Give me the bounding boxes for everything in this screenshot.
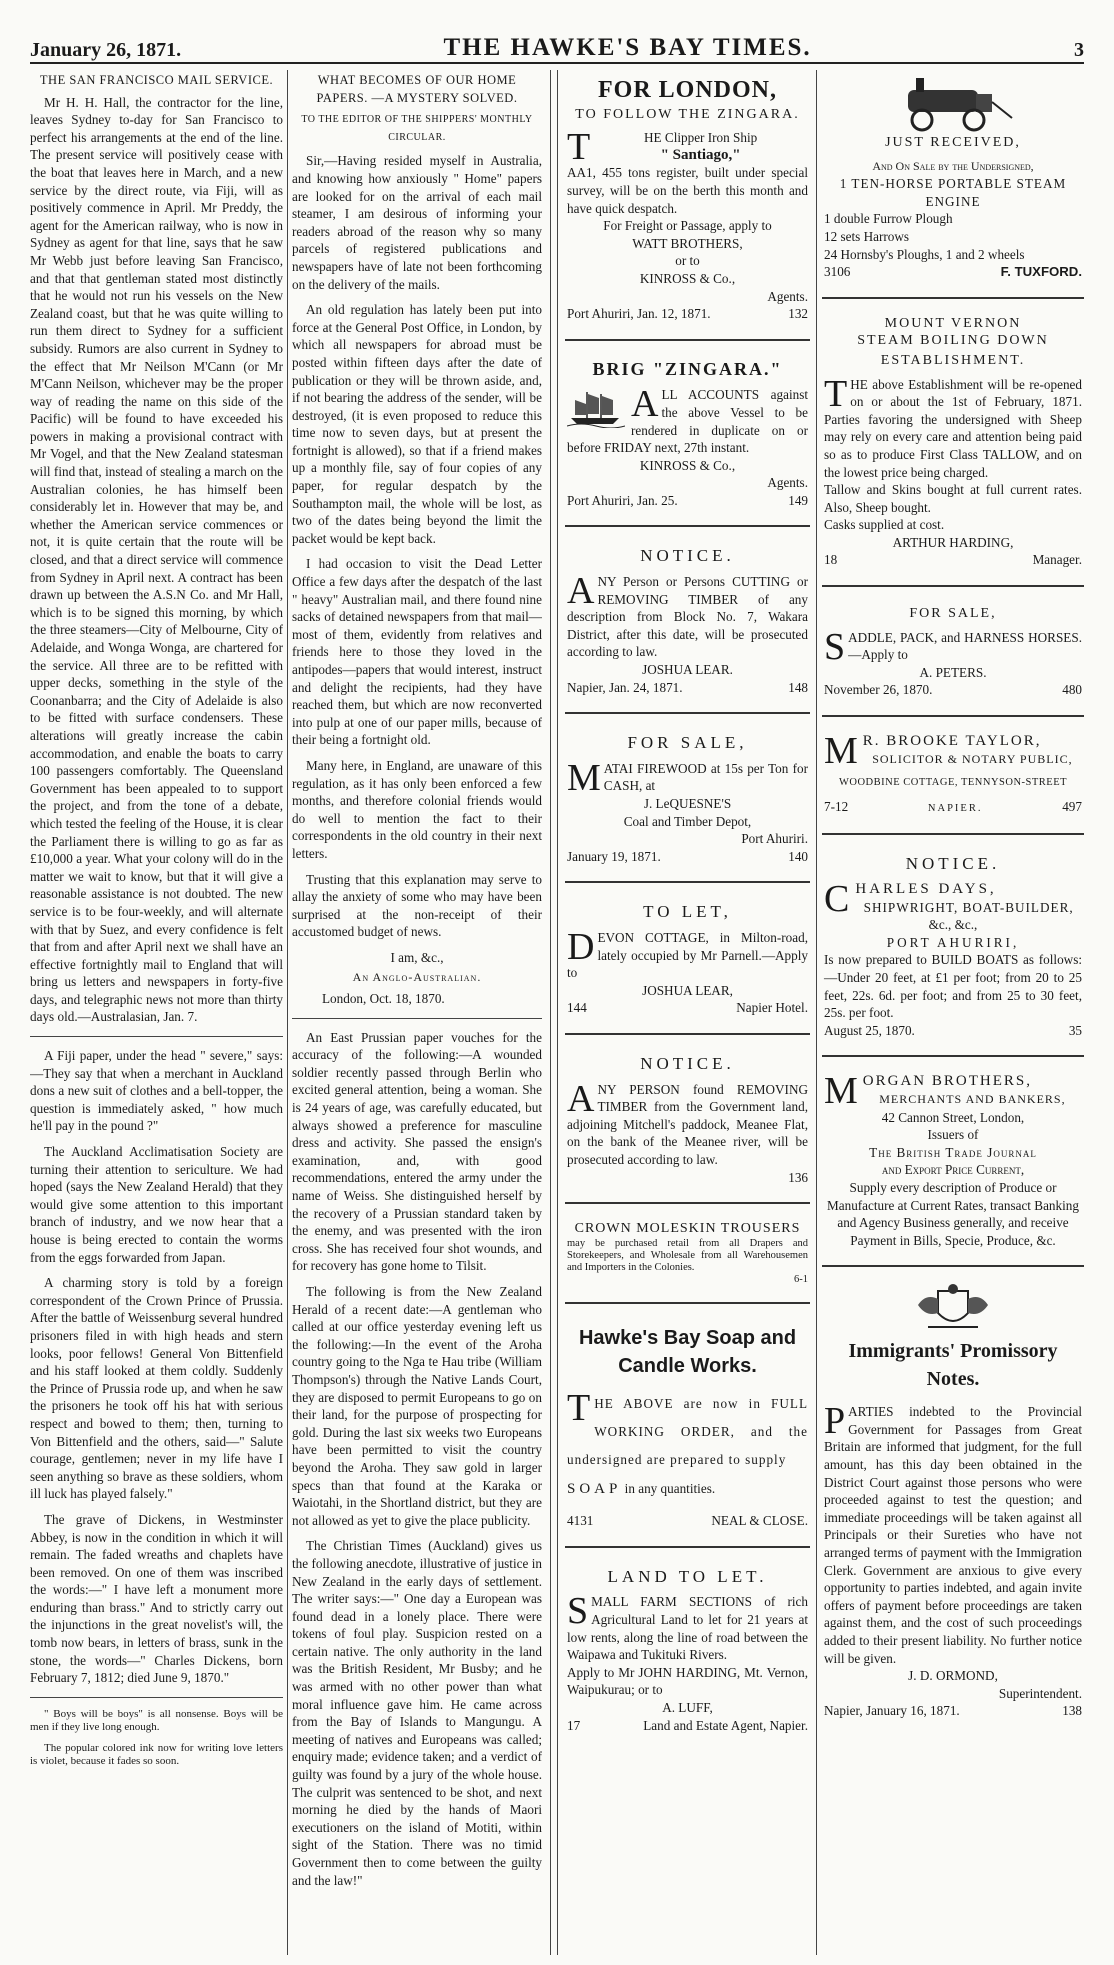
engine-icon xyxy=(888,76,1018,132)
ad-body: Casks supplied at cost. xyxy=(824,517,945,533)
ad-body: may be purchased retail from all Drapers and Storekeepers, and Wholesale from all Warehousemen and Importers in the Colonies. xyxy=(567,1237,808,1273)
article-paragraph: The following is from the New Zealand Herald of a recent date:—A gentleman who called at our office yesterday evening left us the following:—In the event of the Aroha country going to the Nga te Hau tribe (William Thompson's) through the Native Lands Court, they are disposed to permit Europeans to go on their land, for the purpose of prospecting for gold. During the last six weeks two Europeans have been permitted to visit the country beyond the Aroha. They saw gold in larger specs than that found at the Karaka or Waiotahi, in the Shortland district, but they are not allowed as yet to give the place publicity. xyxy=(292,1284,542,1528)
ad-footer xyxy=(824,681,1082,699)
ad-number: 132 xyxy=(788,306,808,322)
column-rule xyxy=(557,70,558,1955)
article-paragraph: An East Prussian paper vouches for the accuracy of the following:—A wounded soldier recently passed through Berlin who excited general attention, being a woman. She is 24 years of age, was carefully educated, but always showed a preference for masculine dress and activity. She passed the ensign's examination, and, with good recommendations, entered the army under the name of Weiss. She distinguished herself by the recovery of a Prussian standard taken by the enemy, and was presented with the iron cross. She has received four shot wounds, and for recovery has gone home to Tilsit. xyxy=(292,1029,542,1274)
ad-footer xyxy=(567,999,808,1017)
ad-number: 4131 xyxy=(567,1513,594,1529)
advertiser-name: A. LUFF, xyxy=(662,1700,713,1716)
column-rule xyxy=(287,70,288,1955)
ad-number: 7-12 xyxy=(824,798,849,814)
ad-footer xyxy=(567,1717,808,1735)
ad-body: ALL ACCOUNTS against the above Vessel to be rendered in duplicate on or before FRIDAY next, 27th instant. xyxy=(567,383,808,456)
ad-body: MATAI FIREWOOD at 15s per Ton for CASH, at xyxy=(567,756,808,799)
article-paragraph: Many here, in England, are unaware of this regulation, as it has only been enforced a few months, and therefore colonial friends would do well to mention the fact to their correspondents in the old country in their next letters. xyxy=(292,757,542,861)
ad-number: 18 xyxy=(824,552,838,568)
ad-title: JUST RECEIVED, xyxy=(885,135,1021,150)
ad-title: ESTABLISHMENT. xyxy=(880,352,1026,368)
divider xyxy=(822,1265,1084,1267)
divider xyxy=(822,715,1084,717)
ad-body: ANY PERSON found REMOVING TIMBER from the Government land, adjoining Mitchell's paddock, Meanee Flat, on the bank of the Meanee river, will be prosecuted according to law. xyxy=(567,1077,808,1167)
article-paragraph: A charming story is told by a foreign correspondent of the Crown Prince of Prussia. After the battle of Weissenburg several hundred prisoners filed in with high heads and stern looks, poor fellows! General Von Bittenfield and his staff looked at them coldly. Suddenly the Prince of Prussia rode up, and when he saw the prisoners he took off his hat with serious respect and bowed to them; then, turning to Von Bittenfield and the others, said—" Salute courage, gentlemen; never in my life have I seen anything so brave as these soldiers, whom ill luck has played falsely." xyxy=(30,1275,283,1502)
ad-title: FOR SALE, xyxy=(627,733,748,753)
divider xyxy=(565,881,810,883)
ad-line: MERCHANTS AND BANKERS, xyxy=(879,1091,1066,1106)
ad-footer xyxy=(567,492,808,510)
article-paragraph: The grave of Dickens, in Westminster Abbey, is now in the condition in which it will remain. The faded wreaths and chaplets have been removed. On one of them was inscribed the words:—" I have left a monument more enduring than brass." And to strictly carry out the injunctions in the great novelist's will, the tomb now bears, in letters of brass, sunk in the stone, the words—" Charles Dickens, born February 7, 1812; died June 9, 1870." xyxy=(30,1511,283,1686)
ad-for-london xyxy=(565,70,810,329)
ad-line: &c., &c., xyxy=(928,917,978,933)
advertiser-name: JOSHUA LEAR, xyxy=(642,982,733,998)
ad-date: Port Ahuriri, Jan. 12, 1871. xyxy=(567,306,711,322)
ad-title: Hawke's Bay Soap and Candle Works. xyxy=(578,1326,797,1377)
ad-footer xyxy=(567,1512,808,1530)
ad-number: 138 xyxy=(1062,1703,1082,1719)
ad-title: LAND TO LET. xyxy=(607,1566,768,1586)
ad-title: MR. BROOKE TAYLOR, xyxy=(824,730,1042,773)
ad-firewood-sale xyxy=(565,724,810,871)
column-2 xyxy=(292,70,542,1957)
divider xyxy=(565,1302,810,1304)
article-paragraph: The Auckland Acclimatisation Society are turning their attention to sericulture. We had hoped (says the New Zealand Herald) that they would give some attention to this important branch of industry, and we now hear that a house is being erected to contain the worms from the eggs forwarded from Japan. xyxy=(30,1144,283,1265)
ad-number: 136 xyxy=(788,1169,808,1185)
divider xyxy=(292,1018,542,1019)
ad-body: SADDLE, PACK, and HARNESS HORSES.—Apply to xyxy=(824,625,1082,668)
ad-number: 3106 xyxy=(824,264,851,280)
ad-notice-government-land xyxy=(565,1045,810,1192)
column-1 xyxy=(30,70,283,1957)
ad-title: Immigrants' Promissory Notes. xyxy=(848,1340,1058,1391)
ad-title: TO LET, xyxy=(643,902,732,922)
ad-line: Napier Hotel. xyxy=(736,1000,808,1016)
ad-line: SOLICITOR & NOTARY PUBLIC, xyxy=(872,751,1073,766)
ad-body: DEVON COTTAGE, in Milton-road, lately occupied by Mr Parnell.—Apply to xyxy=(567,925,808,981)
ad-date: August 25, 1870. xyxy=(824,1022,915,1038)
agent-name: WATT BROTHERS, xyxy=(632,235,743,251)
ad-line: SOAP xyxy=(567,1480,622,1497)
ad-footer xyxy=(824,798,1082,818)
advertiser-name: MORGAN BROTHERS, xyxy=(824,1070,1032,1113)
ad-footer xyxy=(824,551,1082,569)
ad-soap-works xyxy=(565,1314,810,1536)
advertiser-name: CHARLES DAYS, xyxy=(824,878,997,920)
divider xyxy=(565,525,810,527)
article-paragraph: A Fiji paper, under the head " severe," says:—They say that when a merchant in Auckland dons a new suit of clothes and a bell-topper, the question is immediately asked, " how much he'll pay in the pound ?" xyxy=(30,1048,283,1134)
signature-name: An Anglo-Australian. xyxy=(352,969,482,984)
advertiser-name: J. LeQUESNE'S xyxy=(643,796,732,811)
ad-mount-vernon xyxy=(822,309,1084,575)
ad-date: Napier, January 16, 1871. xyxy=(824,1703,960,1719)
advertiser-name: A. PETERS. xyxy=(919,664,987,680)
ad-subtitle: TO FOLLOW THE ZINGARA. xyxy=(575,106,800,122)
newspaper-title: THE HAWKE'S BAY TIMES. xyxy=(443,34,812,61)
ad-line: Superintendent. xyxy=(998,1685,1082,1701)
ad-line: The British Trade Journal xyxy=(869,1144,1037,1160)
article-heading: WHAT BECOMES OF OUR HOME PAPERS. —A MYSTERY SOLVED. xyxy=(316,73,518,105)
ship-name: " Santiago," xyxy=(660,146,741,163)
ad-line: NAPIER. xyxy=(927,802,983,814)
ad-title: FOR SALE, xyxy=(909,606,997,622)
article-paragraph: The Christian Times (Auckland) gives us the following anecdote, illustrative of justice in New Zealand in the early days of settlement. The writer says:—" One day a European was found dead in a lonely place. There were tokens of foul play. Suspicion rested on a certain native. The only authority in the land was the British Resident, Mr Busby; and he was armed with no other power than what moral influence gave him. He came across from the Bay of Islands to Mangungu. A meeting of natives and Europeans was called; enquiry made; evidence taken; and a verdict of guilty was found by a jury of the whole house. The culprit was sentenced to be shot, and next morning he died by the hands of Maori executioners on the island of Motiti, within sight of the Station. There was no timid Government then to come between the guilty and the law!" xyxy=(292,1538,542,1888)
crest-icon xyxy=(898,1283,1008,1333)
advertiser-name: J. D. ORMOND, xyxy=(908,1668,998,1684)
list-item: 1 TEN-HORSE PORTABLE STEAM ENGINE xyxy=(839,176,1067,209)
ad-line: WOODBINE COTTAGE, TENNYSON-STREET xyxy=(838,777,1068,789)
page-number: 3 xyxy=(1074,39,1084,61)
advertiser-name: ARTHUR HARDING, xyxy=(892,534,1014,550)
ad-number: 148 xyxy=(788,679,808,695)
article-paragraph: Trusting that this explanation may serve to allay the anxiety of some who may have been surprised at the non-receipt of their accustomed budget of news. xyxy=(292,871,542,940)
ad-body: AA1, 455 tons register, built under special survey, will be on the berth this month and have quick despatch. xyxy=(567,165,808,216)
ad-number: 480 xyxy=(1062,682,1082,698)
ad-line: 42 Cannon Street, London, xyxy=(881,1109,1025,1125)
ad-line: Manager. xyxy=(1032,552,1082,568)
ad-date: January 19, 1871. xyxy=(567,848,661,864)
ad-charles-days xyxy=(822,845,1084,1045)
signoff: I am, &c., xyxy=(390,949,444,965)
ad-footer xyxy=(567,679,808,697)
ad-body: Apply to Mr JOHN HARDING, Mt. Vernon, Waipukurau; or to xyxy=(567,1664,808,1698)
ad-line: THE Clipper Iron Ship xyxy=(567,126,758,169)
ad-title: BRIG "ZINGARA." xyxy=(592,358,783,379)
column-rule xyxy=(816,70,817,1955)
article-paragraph: An old regulation has lately been put into force at the General Post Office, in London, by which all newspapers for abroad must be posted within fifteen days after the date of publication or they will be thrown aside, and, if not bearing the address of the sender, will be destroyed, (it is even proposed to reduce this time now to seven days, but at present the fortnight is allowed), so that if a friend makes up a monthly file, say of four copies of any paper, for regular despatch by the Southampton mail, the whole will be lost, as two of the dates being beyond the limit the packet would be kept back. xyxy=(292,302,542,546)
ad-footer xyxy=(567,848,808,866)
ad-brig-zingara xyxy=(565,351,810,516)
ad-body: SMALL FARM SECTIONS of rich Agricultural Land to let for 21 years at low rents, along the line of road between the Waipawa and Tukituki Rivers. xyxy=(567,1590,808,1663)
column-4 xyxy=(822,70,1084,1957)
article-subheading: TO THE EDITOR OF THE SHIPPERS' MONTHLY CIRCULAR. xyxy=(301,114,533,143)
footnote: " Boys will be boys" is all nonsense. Boys will be men if they live long enough. xyxy=(30,1707,283,1733)
ad-title: MOUNT VERNON xyxy=(884,315,1022,331)
divider xyxy=(822,833,1084,835)
column-3 xyxy=(565,70,810,1957)
agent-name: KINROSS & Co., xyxy=(639,270,736,286)
list-item: 24 Hornsby's Ploughs, 1 and 2 wheels xyxy=(824,246,1025,262)
article-paragraph: Mr H. H. Hall, the contractor for the line, leaves Sydney to-day for San Francisco to perfect his arrangements at the end of the line. The present service will positively cease with the boat that leaves here in March, and a new service by the direct route, via Fiji, will as positively commence in April. Mr Preddy, the agent for the American railway, who is now in Sydney as agent for that line, says that he saw Mr Webb just before leaving San Francisco, and that that gentleman stated most distinctly that he would not run his vessels on the New Zealand coast, but that he was quite willing to run them direct to Sydney for a sufficient subsidy. Rumors are also current in Sydney to the effect that Mr Neilson M'Cann (or Mr M'Cann Neilson, whichever may be the proper way of reading the name on this side of the Pacific) will be found to have exceeded his powers in making a provisional contract with Mr Vogel, and that the New Zealand statesman will find that, instead of stealing a march on the Australian colonies, he has himself been considerably let in. However that may be, and whether the American service commences or not, it is quite certain that the route will be closed, and that a direct service will commence from Sydney in April next. A contract has been drawn up between the A.S.N Co. and Mr Hall, which is to be signed this morning, by which the three steamers—City of Melbourne, City of Adelaide, and Wonga Wonga, are chartered for the service. All three are to be refitted with upper decks, something in the style of the Coonanbarra; and the City of Adelaide is also to be fitted with surface condensers. These alterations will greatly increase the cabin accommodation, and enable the boats to carry 100 passengers comfortably. The Queensland Government has been appealed to to support the project, and from the tone of a debate, which tested the feeling of the House, it is clear the Parliament there is willing to go as far as £10,000 a year. What your colony will do in the matter we wait to know, but that it will give a reasonable assistance is not doubted. The new service is to be four-weekly, and will alternate with that by Suez, and every confidence is felt that from and after April next we shall have an effective fortnightly mail to England that will bring us letters and newspapers in forty-five days, and telegraphic news not more than thirty days old.—Australasian, Jan. 7. xyxy=(30,94,283,1025)
list-item: 1 double Furrow Plough xyxy=(824,211,953,227)
ad-date: Napier, Jan. 24, 1871. xyxy=(567,679,683,695)
ad-title: FOR LONDON, xyxy=(598,77,777,103)
ad-number: 17 xyxy=(567,1717,581,1733)
divider xyxy=(565,339,810,341)
divider xyxy=(30,1697,283,1698)
ad-brooke-taylor xyxy=(822,727,1084,823)
ad-footer xyxy=(824,1022,1082,1040)
ad-line: For Freight or Passage, apply to xyxy=(603,218,772,234)
article-paragraph: Sir,—Having resided myself in Australia, and knowing how anxiously " Home" papers are looked for on the arrival of each mail steamer, I am desirous of informing your readers abroad of the reason why so many parcels of registered publications and newspapers have of late not been forthcoming on the delivery of the mails. xyxy=(292,153,542,292)
ad-line: Coal and Timber Depot, xyxy=(623,813,752,829)
ad-number: 6-1 xyxy=(794,1273,808,1285)
divider xyxy=(565,712,810,714)
ad-body: ANY Person or Persons CUTTING or REMOVING TIMBER of any description from Block No. 7, Wakara District, after this date, will be prosecuted according to law. xyxy=(567,570,808,660)
ad-date: November 26, 1870. xyxy=(824,682,933,698)
divider xyxy=(565,1033,810,1035)
divider xyxy=(822,1055,1084,1057)
ad-number: 35 xyxy=(1068,1022,1082,1038)
divider xyxy=(565,1546,810,1548)
agent-name: KINROSS & Co., xyxy=(639,457,736,473)
ad-line: Port Ahuriri. xyxy=(741,831,808,847)
advertiser-name: NEAL & CLOSE. xyxy=(711,1513,808,1529)
divider xyxy=(565,1202,810,1204)
ad-title: NOTICE. xyxy=(640,546,735,566)
ad-number: 144 xyxy=(567,1000,587,1016)
ad-number: 497 xyxy=(1062,798,1082,814)
advertiser-name: F. TUXFORD. xyxy=(1000,264,1082,280)
ad-footer xyxy=(567,305,808,323)
ad-title: NOTICE. xyxy=(905,854,1001,874)
ad-devon-cottage xyxy=(565,893,810,1023)
ad-line: Agents. xyxy=(767,288,808,304)
ad-line: in any quantities. xyxy=(624,1480,716,1496)
ad-line: Agents. xyxy=(767,475,808,491)
list-item: 12 sets Harrows xyxy=(824,228,909,244)
ad-line: Land and Estate Agent, Napier. xyxy=(643,1717,808,1733)
ad-land-to-let xyxy=(565,1558,810,1740)
ad-crown-moleskin xyxy=(565,1214,810,1292)
ad-line: Issuers of xyxy=(927,1127,979,1143)
ad-title: NOTICE. xyxy=(640,1053,735,1073)
ad-title: CROWN MOLESKIN TROUSERS xyxy=(574,1221,801,1237)
ad-line: PORT AHURIRI, xyxy=(886,934,1020,950)
ad-number: 149 xyxy=(788,492,808,508)
ad-footer xyxy=(824,1702,1082,1720)
divider xyxy=(30,1036,283,1037)
ad-body: Tallow and Skins bought at full current rates. Also, Sheep bought. xyxy=(824,482,1082,515)
ad-body: THE above Establishment will be re-opened on or about the 1st of February, 1871. Parties favoring the undersigned with Sheep may rely on every care and attention being paid so as to produce First Class TALLOW, and on the lowest price being charged. xyxy=(824,372,1082,480)
ad-date: Port Ahuriri, Jan. 25. xyxy=(567,492,678,508)
ship-icon xyxy=(567,388,625,428)
footnote: The popular colored ink now for writing love letters is violet, because it fades so soon. xyxy=(30,1741,283,1767)
ad-body: Is now prepared to BUILD BOATS as follows:—Under 20 feet, at £1 per foot; from 20 to 25 feet, 22s. 6d. per foot; and from 25 to 30 feet, 25s. per foot. xyxy=(824,952,1082,1021)
ad-line: or to xyxy=(675,253,700,269)
divider xyxy=(822,585,1084,587)
masthead xyxy=(30,28,1084,64)
ad-body: THE ABOVE are now in FULL WORKING ORDER, and the undersigned are prepared to supply xyxy=(567,1386,808,1467)
ad-body: Supply every description of Produce or Manufacture at Current Rates, transact Banking and Agency Business generally, and receive Payment in Bills, Specie, Produce, &c. xyxy=(827,1179,1079,1248)
ad-footer xyxy=(824,263,1082,281)
ad-number: 140 xyxy=(788,848,808,864)
article-heading: THE SAN FRANCISCO MAIL SERVICE. xyxy=(39,73,274,87)
divider xyxy=(822,297,1084,299)
ad-notice-timber xyxy=(565,537,810,702)
issue-date: January 26, 1871. xyxy=(30,39,182,61)
ad-just-received xyxy=(822,70,1084,287)
ad-immigrants-notes xyxy=(822,1277,1084,1726)
advertiser-name: JOSHUA LEAR. xyxy=(642,662,733,678)
ad-morgan-brothers xyxy=(822,1067,1084,1255)
ad-subtitle: And On Sale by the Undersigned, xyxy=(872,158,1034,173)
ad-line: and Export Price Current, xyxy=(881,1162,1025,1178)
ad-horses-sale xyxy=(822,597,1084,705)
ad-title: STEAM BOILING DOWN xyxy=(857,333,1049,349)
ad-body: PARTIES indebted to the Provincial Government for Passages from Great Britain are informed that judgment, for the full amount, has this day been obtained in the District Court against those persons who were proceeded against to test the question; and immediate proceedings will be taken against all Principals or their Sureties who have not arranged terms of payment with the Immigration Clerk. Government are anxious to give every opportunity to parties indebted, and again invite offers of payment before proceedings are taken against them, and the cost of such proceedings added to their present liability. No further notice will be given. xyxy=(824,1400,1082,1666)
dateline: London, Oct. 18, 1870. xyxy=(322,991,445,1007)
article-paragraph: I had occasion to visit the Dead Letter Office a few days after the despatch of the last " heavy" Australian mail, and there found nine sacks of detained newspapers from that mail—most of them, evidently from relatives and friends here to those they loved in the antipodes—papers that would interest, instruct and delight the recipients, had they have reached them, but which are now reconverted into pulp at one of our paper mills, because of their being a fortnight old. xyxy=(292,556,542,748)
ad-line: SHIPWRIGHT, BOAT-BUILDER, xyxy=(863,899,1074,915)
column-rule xyxy=(550,70,551,1955)
